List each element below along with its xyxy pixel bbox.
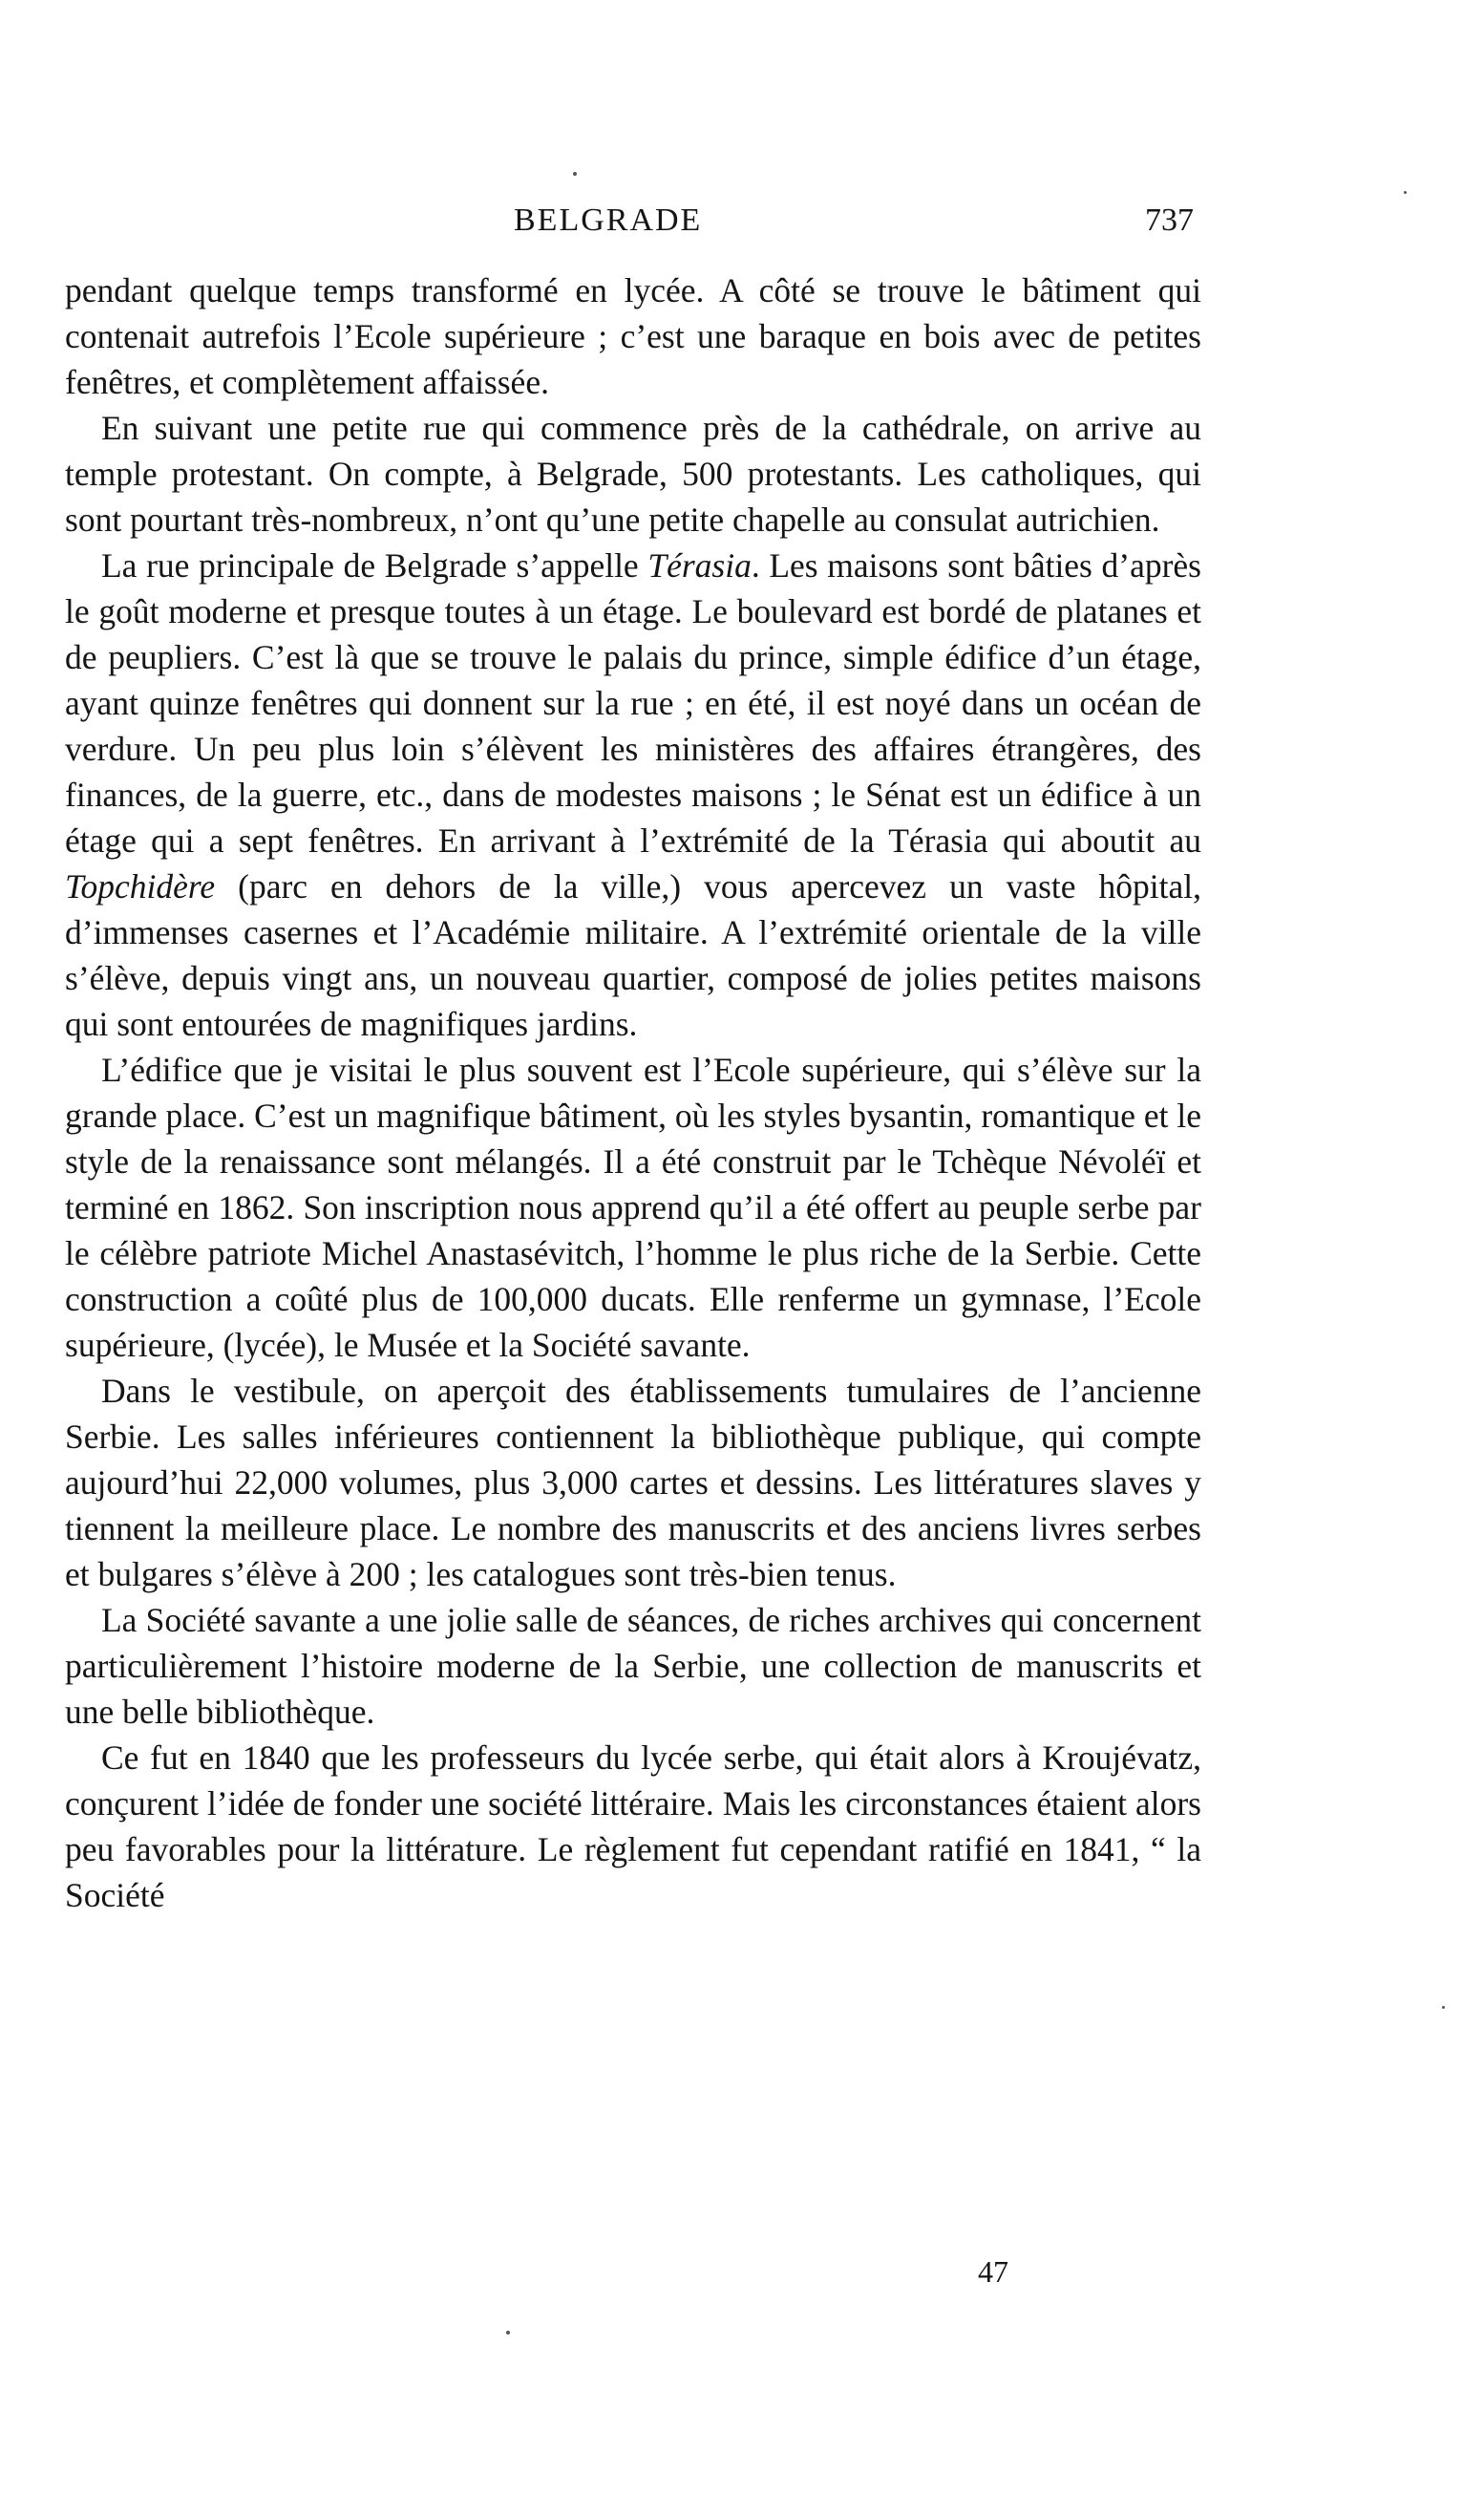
paragraph-2: En suivant une petite rue qui commence près de la cathédrale, on arrive au temple protestant. On compte, à Belgrade, 500 protestants. Les catholiques, qui sont pourtant très-nombreux, n’ont qu’une petite chapelle au consulat autrichien. [65,409,1201,539]
paper-speck [573,172,577,176]
page-number: 737 [1145,203,1194,238]
running-title: BELGRADE [514,203,703,238]
paper-speck [1404,191,1407,194]
paragraph-5: Dans le vestibule, on aperçoit des établissements tumulaires de l’ancienne Serbie. Les salles inférieures contiennent la bibliothèque publique, qui compte aujourd’hui 22,000 volumes, plus 3,000 cartes et dessins. Les littératures slaves y tiennent la meilleure place. Le nombre des manuscrits et des anciens livres serbes et bulgares s’élève à 200 ; les catalogues sont très-bien tenus. [65,1372,1201,1593]
paragraph-3-part-3: (parc en dehors de la ville,) vous apercevez un vaste hôpital, d’immenses casernes et l’Académie militaire. A l’extrémité orientale de la ville s’élève, depuis vingt ans, un nouveau quartier, composé de jolies petites maisons qui sont entourées de magnifiques jardins. [65,867,1201,1043]
park-name-topchidere: Topchidère [65,867,216,906]
body-text [65,267,1201,1918]
paragraph-3-part-2: . Les maisons sont bâties d’après le goût moderne et presque toutes à un étage. Le boulevard est bordé de platanes et de peupliers. C’est là que se trouve le palais du prince, simple édifice d’un étage, ayant quinze fenêtres qui donnent sur la rue ; en été, il est noyé dans un océan de verdure. Un peu plus loin s’élèvent les ministères des affaires étrangères, des finances, de la guerre, etc., dans de modestes maisons ; le Sénat est un édifice à un étage qui a sept fenêtres. En arrivant à l’extrémité de la Térasia qui aboutit au [65,546,1201,860]
paragraph-6: La Société savante a une jolie salle de séances, de riches archives qui concernent particulièrement l’histoire moderne de la Serbie, une collection de manuscrits et une belle bibliothèque. [65,1601,1201,1731]
paper-speck [1442,2006,1445,2009]
page-header [65,203,1194,250]
paragraph-4: L’édifice que je visitai le plus souvent est l’Ecole supérieure, qui s’élève sur la grande place. C’est un magnifique bâtiment, où les styles bysantin, romantique et le style de la renaissance sont mélangés. Il a été construit par le Tchèque Névoléï et terminé en 1862. Son inscription nous apprend qu’il a été offert au peuple serbe par le célèbre patriote Michel Anastasévitch, l’homme le plus riche de la Serbie. Cette construction a coûté plus de 100,000 ducats. Elle renferme un gymnase, l’Ecole supérieure, (lycée), le Musée et la Société savante. [65,1051,1201,1364]
signature-mark: 47 [978,2254,1008,2289]
street-name-terasia: Térasia [647,546,752,585]
paragraph-3 [65,543,1201,1047]
paragraph-3-part-1: La rue principale de Belgrade s’appelle [101,546,648,585]
paragraph-7: Ce fut en 1840 que les professeurs du lycée serbe, qui était alors à Kroujévatz, conçurent l’idée de fonder une société littéraire. Mais les circonstances étaient alors peu favorables pour la littérature. Le règlement fut cependant ratifié en 1841, “ la Société [65,1738,1201,1914]
paragraph-1: pendant quelque temps transformé en lycée. A côté se trouve le bâtiment qui contenait autrefois l’Ecole supérieure ; c’est une baraque en bois avec de petites fenêtres, et complètement affaissée. [65,271,1201,401]
paper-speck [506,2331,510,2335]
